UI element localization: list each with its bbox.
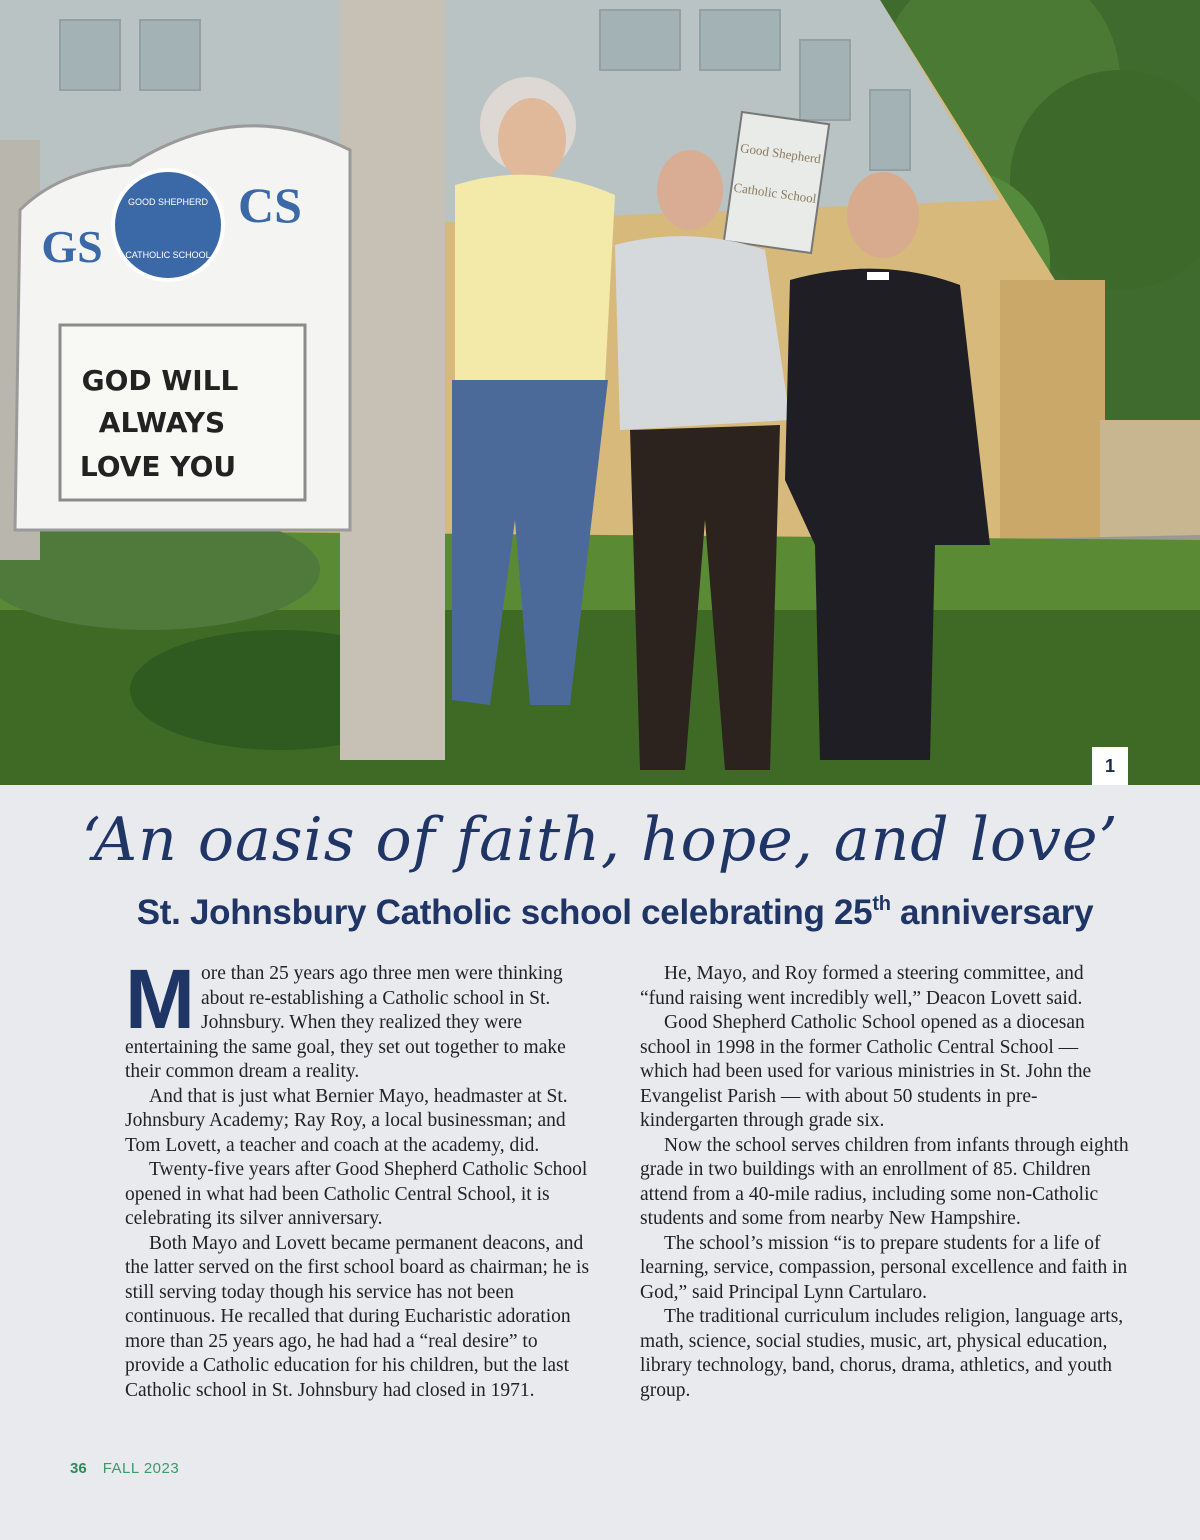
page-number: 36 bbox=[70, 1460, 87, 1477]
sign-message-line3: LOVE YOU bbox=[79, 450, 237, 483]
sign-logo-line1: GOOD SHEPHERD bbox=[127, 197, 209, 207]
subhead-text-end: anniversary bbox=[890, 893, 1094, 932]
article-column-right bbox=[640, 962, 1130, 1403]
article-paragraph: The school’s mission “is to prepare students for a life of learning, service, compassion, personal excellence and faith in God,” said Principal Lynn Cartularo. bbox=[640, 1232, 1128, 1303]
sign-message-line2: ALWAYS bbox=[98, 406, 226, 439]
building-sign-line1: Good Shepherd bbox=[739, 140, 822, 167]
article-paragraph: Twenty-five years after Good Shepherd Catholic School opened in what had been Catholic Central School, it is celebrating its silver anniversary. bbox=[125, 1159, 588, 1229]
sign-logo-line2: CATHOLIC SCHOOL bbox=[125, 250, 211, 260]
article-paragraph: He, Mayo, and Roy formed a steering committee, and “fund raising went incredibly well,” Deacon Lovett said. bbox=[640, 963, 1084, 1009]
drop-cap: M bbox=[125, 952, 195, 1046]
sign-gs: GS bbox=[41, 221, 103, 272]
building-sign-line2: Catholic School bbox=[732, 179, 818, 207]
headline: ‘An oasis of faith, hope, and love’ bbox=[81, 805, 1119, 875]
page-footer bbox=[70, 1460, 179, 1477]
paragraph-text: ore than 25 years ago three men were thinking about re-establishing a Catholic school in St. Johnsbury. When they realized they were entertaining the same goal, they set out together to make their common dream a reality. bbox=[125, 963, 566, 1082]
sign-message-line1: GOD WILL bbox=[81, 364, 239, 397]
subheadline bbox=[0, 888, 1200, 938]
subhead-superscript: th bbox=[872, 893, 891, 915]
article-paragraph: Now the school serves children from infants through eighth grade in two buildings with an enrollment of 85. Children attend from a 40-mile radius, including some non-Catholic students and some from nearby New Hampshire. bbox=[640, 1134, 1129, 1229]
article-column-left bbox=[125, 952, 600, 1403]
subhead-text: St. Johnsbury Catholic school celebrating 25 bbox=[136, 893, 873, 932]
photo-number-badge: 1 bbox=[1092, 747, 1128, 785]
article-paragraph: And that is just what Bernier Mayo, headmaster at St. Johnsbury Academy; Ray Roy, a local businessman; and Tom Lovett, a teacher and coach at the academy, did. bbox=[125, 1085, 568, 1156]
issue-label: FALL 2023 bbox=[102, 1460, 180, 1477]
article-paragraph bbox=[125, 952, 600, 1085]
sign-cs: CS bbox=[238, 177, 302, 233]
article-paragraph: Both Mayo and Lovett became permanent deacons, and the latter served on the first school board as chairman; he is still serving today though his service has not been continuous. He recalled that during Eucharistic adoration more than 25 years ago, he had had a “real desire” to provide a Catholic education for his children, but the last Catholic school in St. Johnsbury had closed in 1971. bbox=[125, 1232, 590, 1401]
article-paragraph: Good Shepherd Catholic School opened as a diocesan school in 1998 in the former Catholic Central School — which had been used for various ministries in St. John the Evangelist Parish — with about 50 students in pre-kindergarten through grade six. bbox=[640, 1012, 1092, 1131]
article-paragraph: The traditional curriculum includes religion, language arts, math, science, social studies, music, art, physical education, library technology, band, chorus, drama, athletics, and youth group. bbox=[640, 1306, 1124, 1401]
